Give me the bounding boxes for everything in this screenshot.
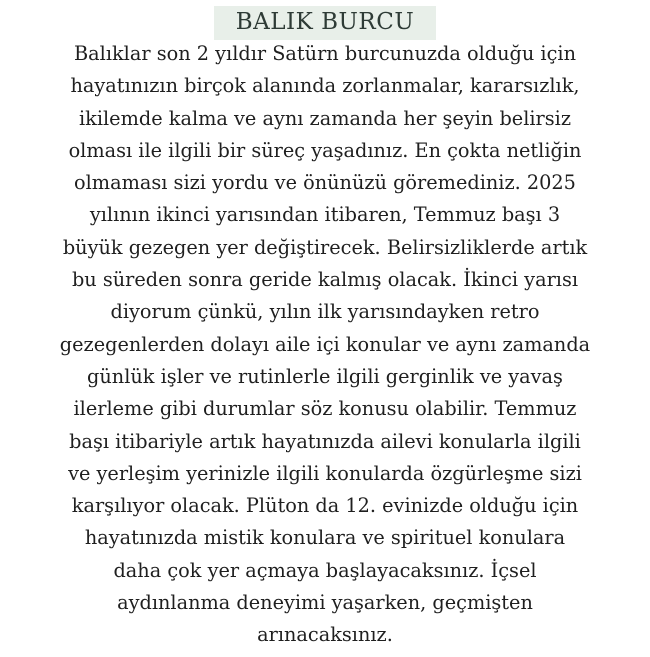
text-line: gezegenlerden dolayı aile içi konular ve aynı zamanda [59,332,591,356]
text-line: diyorum çünkü, yılın ilk yarısındayken retro [110,300,540,324]
text-line: ikilemde kalma ve aynı zamanda her şeyin belirsiz [79,106,571,130]
body-paragraph [0,38,650,652]
text-line: bu süreden sonra geride kalmış olacak. İkinci yarısı [71,268,579,292]
text-line: Balıklar son 2 yıldır Satürn burcunuzda olduğu için [74,42,576,65]
text-line: ilerleme gibi durumlar söz konusu olabilir. Temmuz [73,397,577,421]
text-line: ve yerleşim yerinizle ilgili konularda özgürleşme sizi [68,461,582,485]
title-wrapper [0,6,650,40]
text-line: hayatınızın birçok alanında zorlanmalar, kararsızlık, [70,74,580,98]
text-line: karşılıyor olacak. Plüton da 12. evinizde olduğu için [71,494,579,518]
text-line: olması ile ilgili bir süreç yaşadınız. En çokta netliğin [68,138,582,162]
text-line: yılının ikinci yarısından itibaren, Temmuz başı 3 [89,203,561,227]
text-line: olmaması sizi yordu ve önünüzü göremediniz. 2025 [74,171,576,195]
text-line: büyük gezegen yer değiştirecek. Belirsizliklerde artık [62,235,588,259]
text-line: günlük işler ve rutinlerle ilgili gerginlik ve yavaş [87,364,563,388]
page-title: BALIK BURCU [214,6,436,40]
text-line: başı itibariyle artık hayatınızda ailevi konularla ilgili [69,429,581,453]
text-line: arınacaksınız. [257,623,393,647]
text-line: hayatınızda mistik konulara ve spirituel konulara [84,526,566,550]
text-line: daha çok yer açmaya başlayacaksınız. İçsel [113,558,537,582]
text-line: aydınlanma deneyimi yaşarken, geçmişten [117,591,533,615]
